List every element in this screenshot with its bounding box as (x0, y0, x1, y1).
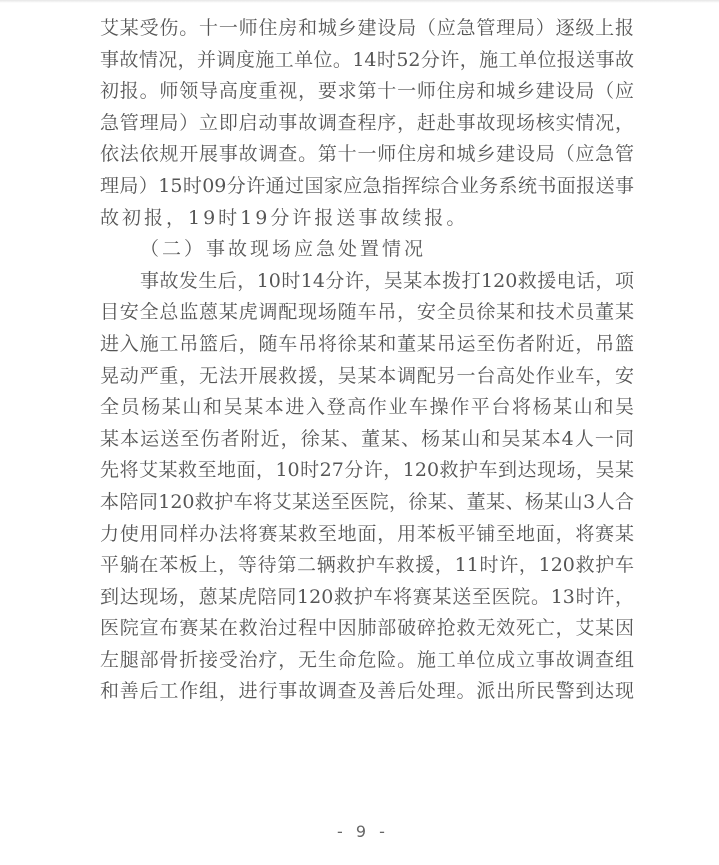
text-line: 和善后工作组，进行事故调查及善后处理。派出所民警到达现 (100, 680, 634, 703)
paragraph-emergency-response (100, 266, 634, 708)
text-line: 艾某受伤。十一师住房和城乡建设局（应急管理局）逐级上报 (100, 17, 634, 39)
text-line: 力使用同样办法将赛某救至地面，用苯板平铺至地面，将赛某 (100, 522, 634, 545)
text-line: 医院宣布赛某在救治过程中因肺部破碎抢救无效死亡，艾某因 (100, 617, 634, 640)
paragraph-report-continued (100, 13, 634, 234)
text-line: 全员杨某山和吴某本进入登高作业车操作平台将杨某山和吴 (100, 396, 634, 419)
page-top-edge (0, 0, 719, 3)
text-line: 平躺在苯板上，等待第二辆救护车救援，11时许，120救护车 (100, 554, 634, 577)
text-line: 左腿部骨折接受治疗，无生命危险。施工单位成立事故调查组 (100, 648, 634, 671)
text-line: 急管理局）立即启动事故调查程序，赶赴事故现场核实情况， (100, 111, 634, 134)
text-line: 先将艾某救至地面，10时27分许，120救护车到达现场，吴某 (100, 459, 634, 482)
document-page (100, 13, 634, 708)
text-line: 进入施工吊篮后，随车吊将徐某和董某吊运至伤者附近，吊篮 (100, 332, 634, 355)
text-line: 本陪同120救护车将艾某送至医院，徐某、董某、杨某山3人合 (100, 490, 634, 513)
text-line: 故初报，19时19分许报送事故续报。 (100, 206, 469, 229)
text-line: 依法依规开展事故调查。第十一师住房和城乡建设局（应急管 (100, 143, 634, 166)
text-line: 初报。师领导高度重视，要求第十一师住房和城乡建设局（应 (100, 80, 634, 103)
text-line: 某本运送至伤者附近，徐某、董某、杨某山和吴某本4人一同 (100, 427, 634, 450)
text-line: 目安全总监蒽某虎调配现场随车吊，安全员徐某和技术员董某 (100, 301, 634, 324)
text-line: 事故发生后，10时14分许，吴某本拨打120救援电话，项 (140, 269, 634, 292)
text-line: 到达现场，蒽某虎陪同120救护车将赛某送至医院。13时许， (100, 585, 634, 608)
text-line: 理局）15时09分许通过国家应急指挥综合业务系统书面报送事 (100, 174, 634, 197)
page-number: - 9 - (337, 822, 389, 841)
text-line: 晃动严重，无法开展救援，吴某本调配另一台高处作业车，安 (100, 364, 634, 387)
text-line: 事故情况，并调度施工单位。14时52分许，施工单位报送事故 (100, 48, 634, 71)
section-heading: （二）事故现场应急处置情况 (140, 238, 427, 261)
